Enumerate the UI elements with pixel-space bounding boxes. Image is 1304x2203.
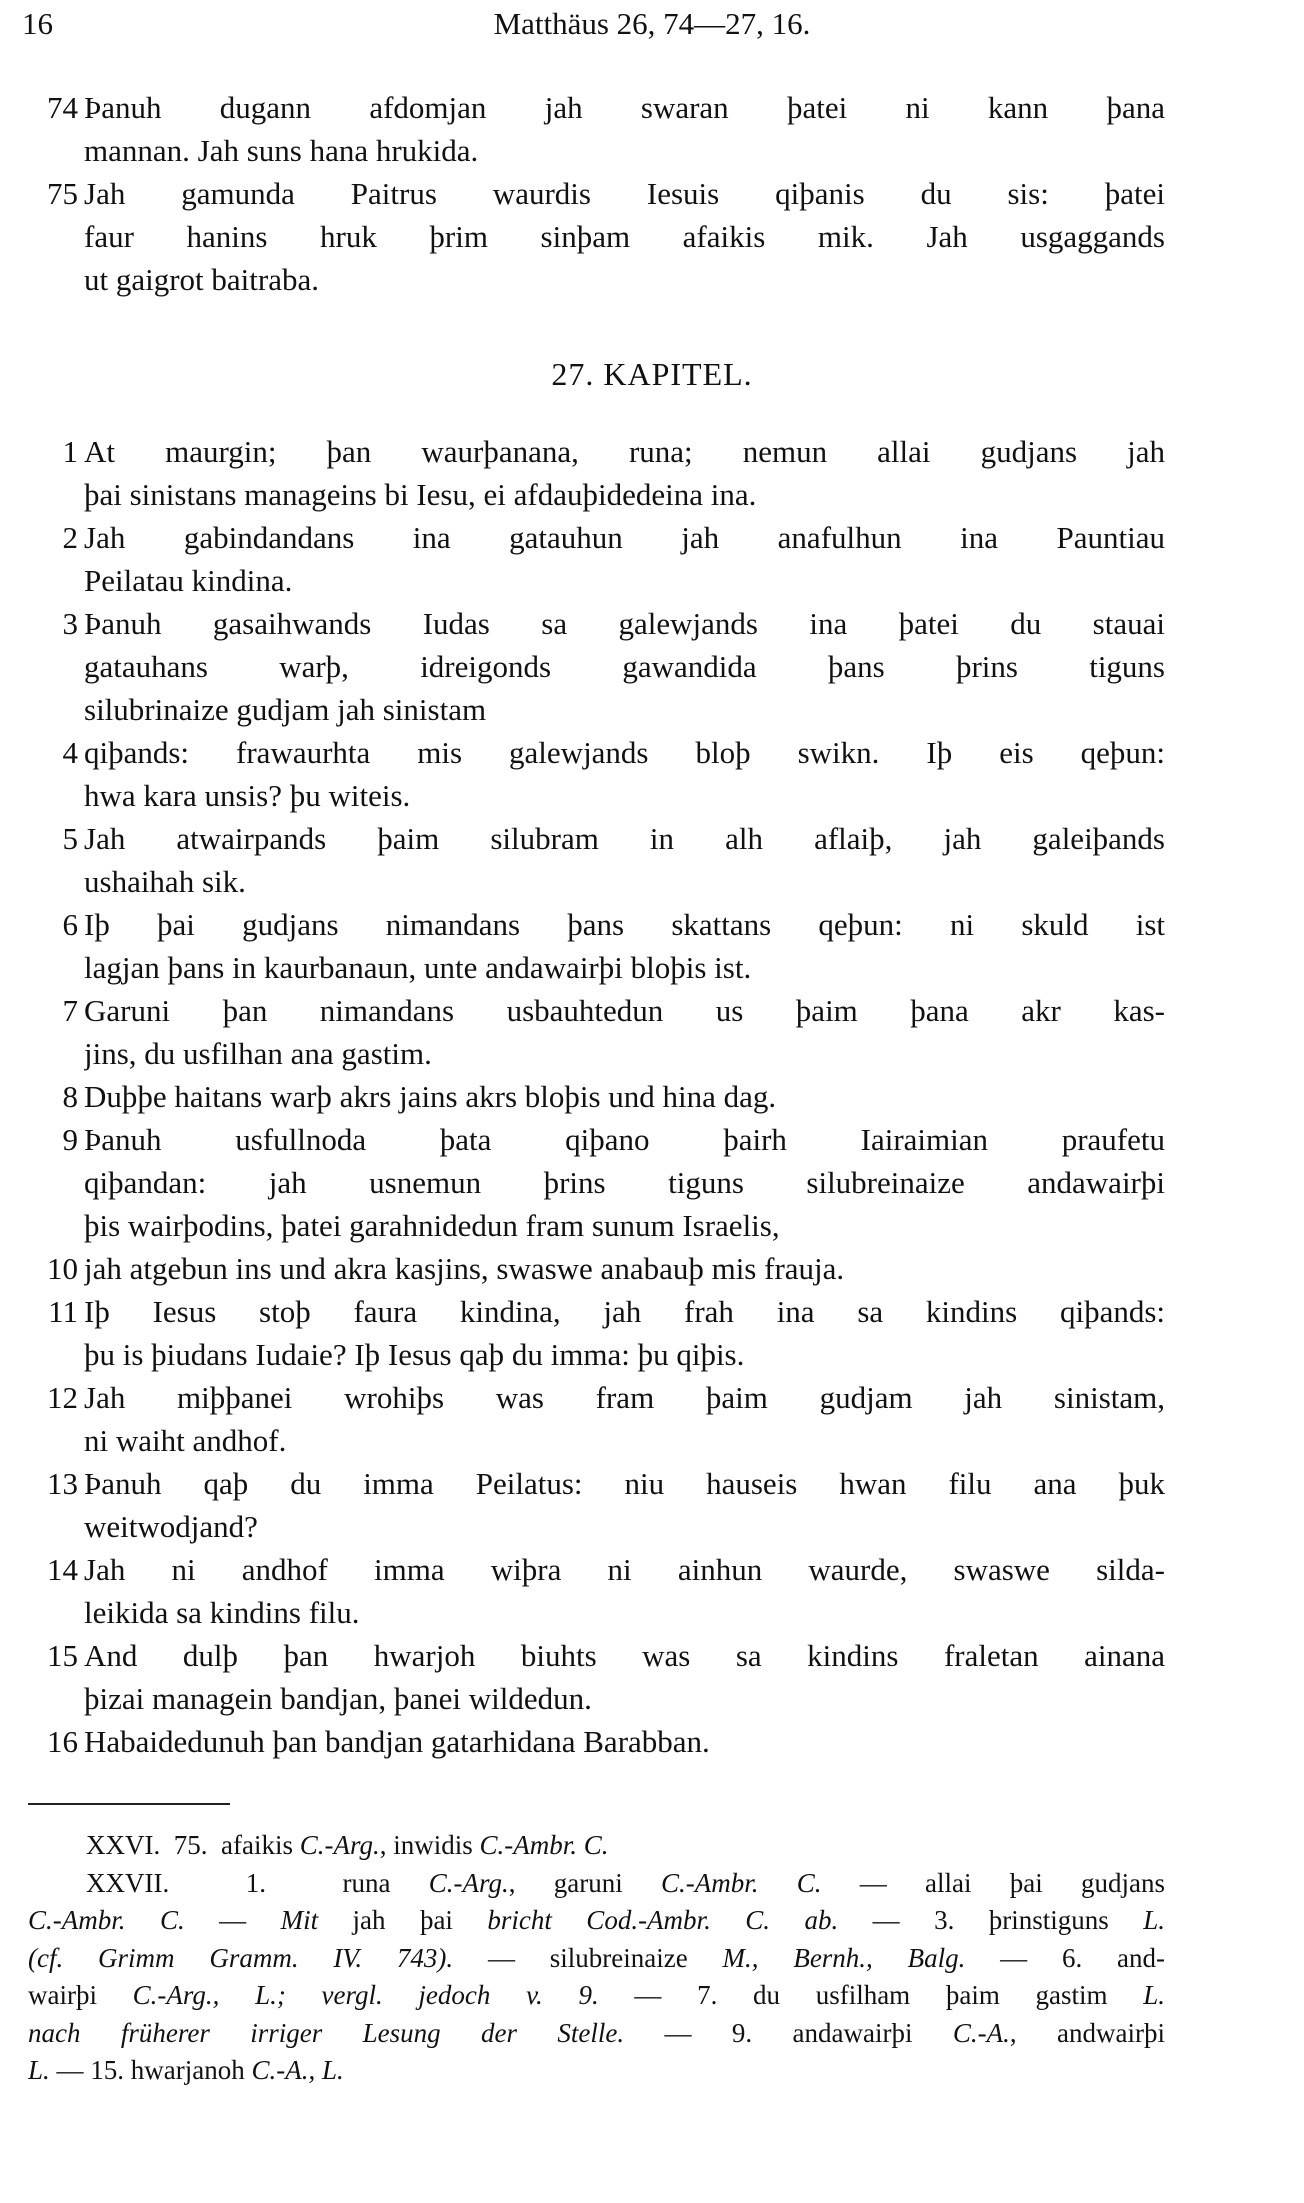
verse-text: ni waiht andhof. — [84, 1423, 287, 1458]
footnote-siglum: C.-Arg. — [299, 1830, 380, 1860]
verse-line — [22, 602, 1165, 645]
verse-text: þizai managein bandjan, þanei wildedun. — [84, 1681, 592, 1716]
verse-line — [22, 1634, 1165, 1677]
footnote-line — [28, 2052, 1165, 2090]
verse-line — [22, 774, 1165, 817]
verse-text: gatauhans warþ, idreigonds gawandida þans þrins tiguns — [84, 649, 1165, 684]
verse-text: Jah atwairpands þaim silubram in alh aflaiþ, jah galeiþands — [84, 821, 1165, 856]
verse-line — [22, 1118, 1165, 1161]
verse-line — [22, 1462, 1165, 1505]
verse-text: ut gaigrot baitraba. — [84, 262, 319, 297]
verse-line — [22, 645, 1165, 688]
verse-number: 11 — [48, 1294, 78, 1329]
chapter-26-verses — [22, 86, 1165, 301]
footnote-line — [28, 1827, 1165, 1865]
verse-line — [22, 473, 1165, 516]
verse-text: Jah gabindandans ina gatauhun jah anafulhun ina Pauntiau — [84, 520, 1165, 555]
chapter-heading: 27. KAPITEL. — [551, 356, 753, 392]
footnote-siglum: L. — [28, 2055, 50, 2085]
verse-line — [22, 903, 1165, 946]
running-title: Matthäus 26, 74—27, 16. — [493, 6, 811, 41]
verse-line — [22, 860, 1165, 903]
footnote-line — [28, 2015, 1165, 2053]
footnote-text: wairþi — [28, 1980, 133, 2010]
verse-line — [22, 1333, 1165, 1376]
footnote-siglum: C.-Ambr. C. — [479, 1830, 609, 1860]
verse-text: leikida sa kindins filu. — [84, 1595, 360, 1630]
footnote-siglum: C.-A., L. — [251, 2055, 344, 2085]
verse-line — [22, 258, 1165, 301]
verse-line — [22, 1032, 1165, 1075]
verse-text: þis wairþodins, þatei garahnidedun fram sunum Israelis, — [84, 1208, 780, 1243]
footnote-text: , garuni — [508, 1867, 661, 1898]
verse-number: 5 — [62, 821, 78, 856]
verse-line — [22, 1075, 1165, 1118]
verse-number: 2 — [62, 520, 78, 555]
verse-number: 16 — [47, 1724, 78, 1759]
verse-number: 10 — [47, 1251, 78, 1286]
footnote-text: XXVII. 1. runa — [86, 1867, 429, 1898]
footnote-text: — 3. þrinstiguns — [838, 1905, 1144, 1935]
verse-number: 7 — [62, 993, 78, 1028]
footnote-siglum: C.-Arg. — [428, 1867, 509, 1898]
verse-number: 4 — [62, 735, 78, 770]
verse-text: jins, du usfilhan ana gastim. — [84, 1036, 432, 1071]
footnote-siglum: (cf. Grimm Gramm. IV. 743). — [28, 1942, 454, 1973]
verse-number: 13 — [47, 1466, 78, 1501]
verse-number: 74 — [47, 90, 78, 125]
verse-number: 1 — [62, 434, 78, 469]
verse-line — [22, 516, 1165, 559]
verse-text: At maurgin; þan waurþanana, runa; nemun allai gudjans jah — [84, 434, 1165, 469]
verse-text: And dulþ þan hwarjoh biuhts was sa kindins fraletan ainana — [84, 1638, 1165, 1673]
verse-line — [22, 86, 1165, 129]
footnote-rule — [28, 1803, 230, 1805]
verse-number: 6 — [62, 907, 78, 942]
verse-text: þai sinistans manageins bi Iesu, ei afdauþidedeina ina. — [84, 477, 757, 512]
footnote-text: — 15. hwarjanoh — [49, 2055, 252, 2085]
verse-line — [22, 172, 1165, 215]
footnote-siglum: C.-Arg., L.; vergl. jedoch v. 9. — [132, 1980, 599, 2010]
verse-text: silubrinaize gudjam jah sinistam — [84, 692, 487, 727]
verse-text: Iþ þai gudjans nimandans þans skattans qeþun: ni skuld ist — [84, 907, 1165, 942]
verse-line — [22, 1161, 1165, 1204]
footnotes — [28, 1827, 1165, 2090]
verse-text: Þanuh gasaihwands Iudas sa galewjands ina þatei du stauai — [84, 606, 1165, 641]
verse-line — [22, 215, 1165, 258]
verse-line — [22, 430, 1165, 473]
verse-text: hwa kara unsis? þu witeis. — [84, 778, 411, 813]
verse-text: jah atgebun ins und akra kasjins, swaswe anabauþ mis frauja. — [84, 1251, 845, 1286]
verse-text: Þanuh usfullnoda þata qiþano þairh Iairaimian praufetu — [84, 1122, 1165, 1157]
footnote-siglum: bricht Cod.-Ambr. C. ab. — [487, 1905, 839, 1935]
footnote-line — [28, 1902, 1165, 1940]
footnote-siglum: C.-A. — [952, 2017, 1010, 2048]
chapter-27-verses — [22, 430, 1165, 1763]
verse-line — [22, 1290, 1165, 1333]
verse-text: Duþþe haitans warþ akrs jains akrs bloþis und hina dag. — [84, 1079, 777, 1114]
footnote-siglum: L. — [1143, 1905, 1165, 1935]
verse-number: 9 — [62, 1122, 78, 1157]
verse-line — [22, 1247, 1165, 1290]
verse-line — [22, 1591, 1165, 1634]
verse-number: 8 — [62, 1079, 78, 1114]
footnote-text: , inwidis — [379, 1830, 480, 1860]
verse-line — [22, 1677, 1165, 1720]
verse-text: Habaidedunuh þan bandjan gatarhidana Barabban. — [84, 1724, 710, 1759]
verse-text: qiþandan: jah usnemun þrins tiguns silubreinaize andawairþi — [84, 1165, 1165, 1200]
footnote-siglum: nach früherer irriger Lesung der Stelle. — [28, 2017, 625, 2048]
verse-text: faur hanins hruk þrim sinþam afaikis mik. Jah usgaggands — [84, 219, 1165, 254]
footnote-text: — silubreinaize — [453, 1942, 723, 1973]
verse-line — [22, 688, 1165, 731]
verse-text: Garuni þan nimandans usbauhtedun us þaim þana akr kas- — [84, 993, 1165, 1028]
verse-line — [22, 129, 1165, 172]
verse-text: lagjan þans in kaurbanaun, unte andawairþi bloþis ist. — [84, 950, 752, 985]
verse-text: Jah ni andhof imma wiþra ni ainhun waurde, swaswe silda- — [84, 1552, 1165, 1587]
verse-number: 12 — [47, 1380, 78, 1415]
verse-text: þu is þiudans Iudaie? Iþ Iesus qaþ du imma: þu qiþis. — [84, 1337, 745, 1372]
footnote-text: — 7. du usfilham þaim gastim — [598, 1980, 1144, 2010]
verse-text: Peilatau kindina. — [84, 563, 293, 598]
footnote-siglum: C.-Ambr. C. — [28, 1905, 185, 1935]
footnote-text: — 9. andawairþi — [624, 2017, 953, 2048]
verse-line — [22, 946, 1165, 989]
verse-text: Jah gamunda Paitrus waurdis Iesuis qiþanis du sis: þatei — [84, 176, 1165, 211]
verse-line — [22, 1505, 1165, 1548]
footnote-text: — allai þai gudjans — [821, 1867, 1165, 1898]
verse-text: Þanuh dugann afdomjan jah swaran þatei ni kann þana — [84, 90, 1165, 125]
verse-text: qiþands: frawaurhta mis galewjands bloþ swikn. Iþ eis qeþun: — [84, 735, 1165, 770]
verse-line — [22, 1419, 1165, 1462]
footnote-line — [28, 1977, 1165, 2015]
verse-line — [22, 559, 1165, 602]
footnote-siglum: C.-Ambr. C. — [661, 1867, 822, 1898]
verse-line — [22, 731, 1165, 774]
verse-line — [22, 1376, 1165, 1419]
verse-number: 14 — [47, 1552, 78, 1587]
verse-text: Þanuh qaþ du imma Peilatus: niu hauseis hwan filu ana þuk — [84, 1466, 1165, 1501]
verse-line — [22, 817, 1165, 860]
footnote-siglum: M., Bernh., Balg. — [722, 1942, 966, 1973]
footnote-line — [28, 1865, 1165, 1903]
verse-line — [22, 1720, 1165, 1763]
page-number: 16 — [22, 6, 53, 41]
verse-text: Jah miþþanei wrohiþs was fram þaim gudjam jah sinistam, — [84, 1380, 1165, 1415]
footnote-line — [28, 1940, 1165, 1978]
footnote-text: jah þai — [318, 1905, 488, 1935]
verse-text: ushaihah sik. — [84, 864, 246, 899]
footnote-text: XXVI. 75. afaikis — [86, 1830, 300, 1860]
verse-number: 3 — [62, 606, 78, 641]
verse-line — [22, 1204, 1165, 1247]
verse-line — [22, 1548, 1165, 1591]
verse-number: 75 — [47, 176, 78, 211]
verse-line — [22, 989, 1165, 1032]
verse-text: weitwodjand? — [84, 1509, 258, 1544]
footnote-siglum: Mit — [280, 1905, 319, 1935]
verse-text: mannan. Jah suns hana hrukida. — [84, 133, 479, 168]
footnote-text: — 6. and- — [965, 1942, 1165, 1973]
verse-number: 15 — [47, 1638, 78, 1673]
footnote-text: — — [184, 1905, 281, 1935]
footnote-siglum: L. — [1143, 1980, 1165, 2010]
footnote-text: , andwairþi — [1009, 2017, 1165, 2048]
verse-text: Iþ Iesus stoþ faura kindina, jah frah ina sa kindins qiþands: — [84, 1294, 1165, 1329]
